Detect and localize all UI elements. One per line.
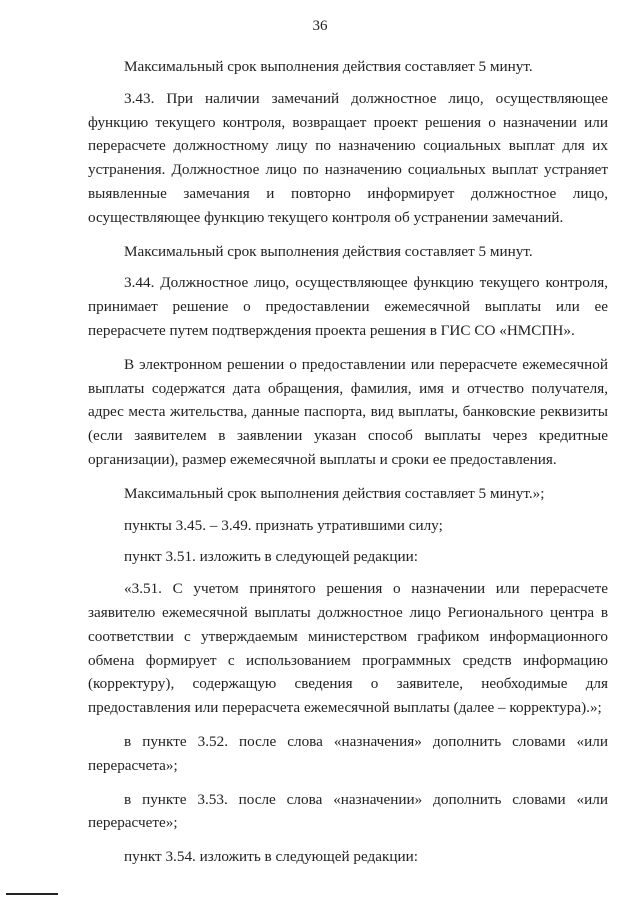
paragraph-electronic-decision: В электронном решении о предоставлении или перерасчете ежемесячной выплаты содержатся дата обращения, фамилия, имя и отчество получателя, адрес места жительства, данные паспорта, вид выплаты, банковские реквизиты (если заявителем в заявлении указан способ выплаты через кредитные организации), размер ежемесячной выплаты и сроки ее предоставления.: [88, 355, 608, 468]
paragraph-3-53-amend: в пункте 3.53. после слова «назначении» дополнить словами «или перерасчете»;: [88, 790, 608, 832]
footnote-rule: [6, 893, 58, 895]
paragraph-3-51-intro: пункт 3.51. изложить в следующей редакции:: [124, 548, 418, 566]
paragraph-3-43: 3.43. При наличии замечаний должностное лицо, осуществляющее функцию текущего контроля, возвращает проект решения о назначении или перерасчете должностному лицу по назначению социальных выплат для их устранения. Должностное лицо по назначению социальных выплат устраняет выявленные замечания и повторно информирует должностное лицо, осуществляющее функцию текущего контроля об устранении замечаний.: [88, 89, 608, 226]
document-body: [88, 55, 608, 877]
paragraph-max-time-2: Максимальный срок выполнения действия составляет 5 минут.: [124, 242, 533, 260]
paragraph-3-52-amend: в пункте 3.52. после слова «назначения» дополнить словами «или перерасчета»;: [88, 732, 608, 774]
paragraph-3-54-intro: пункт 3.54. изложить в следующей редакции:: [124, 848, 418, 866]
paragraph-invalidate-3-45-3-49: пункты 3.45. – 3.49. признать утратившими силу;: [124, 516, 443, 534]
paragraph-max-time-3: Максимальный срок выполнения действия составляет 5 минут.»;: [124, 484, 545, 502]
paragraph-3-44: 3.44. Должностное лицо, осуществляющее функцию текущего контроля, принимает решение о предоставлении ежемесячной выплаты или ее перерасчете путем подтверждения проекта решения в ГИС СО «НМСПН».: [88, 274, 608, 339]
paragraph-max-time-1: Максимальный срок выполнения действия составляет 5 минут.: [124, 58, 533, 75]
page-number: 36: [312, 18, 328, 34]
paragraph-3-51-text: «3.51. С учетом принятого решения о назначении или перерасчете заявителю ежемесячной выплаты должностное лицо Регионального центра в соответствии с утверждаемым министерством графиком информационного обмена формирует с использованием программных средств информацию (корректуру), содержащую сведения о заявителе, необходимые для предоставления или перерасчета ежемесячной выплаты (далее – корректура).»;: [88, 580, 608, 717]
